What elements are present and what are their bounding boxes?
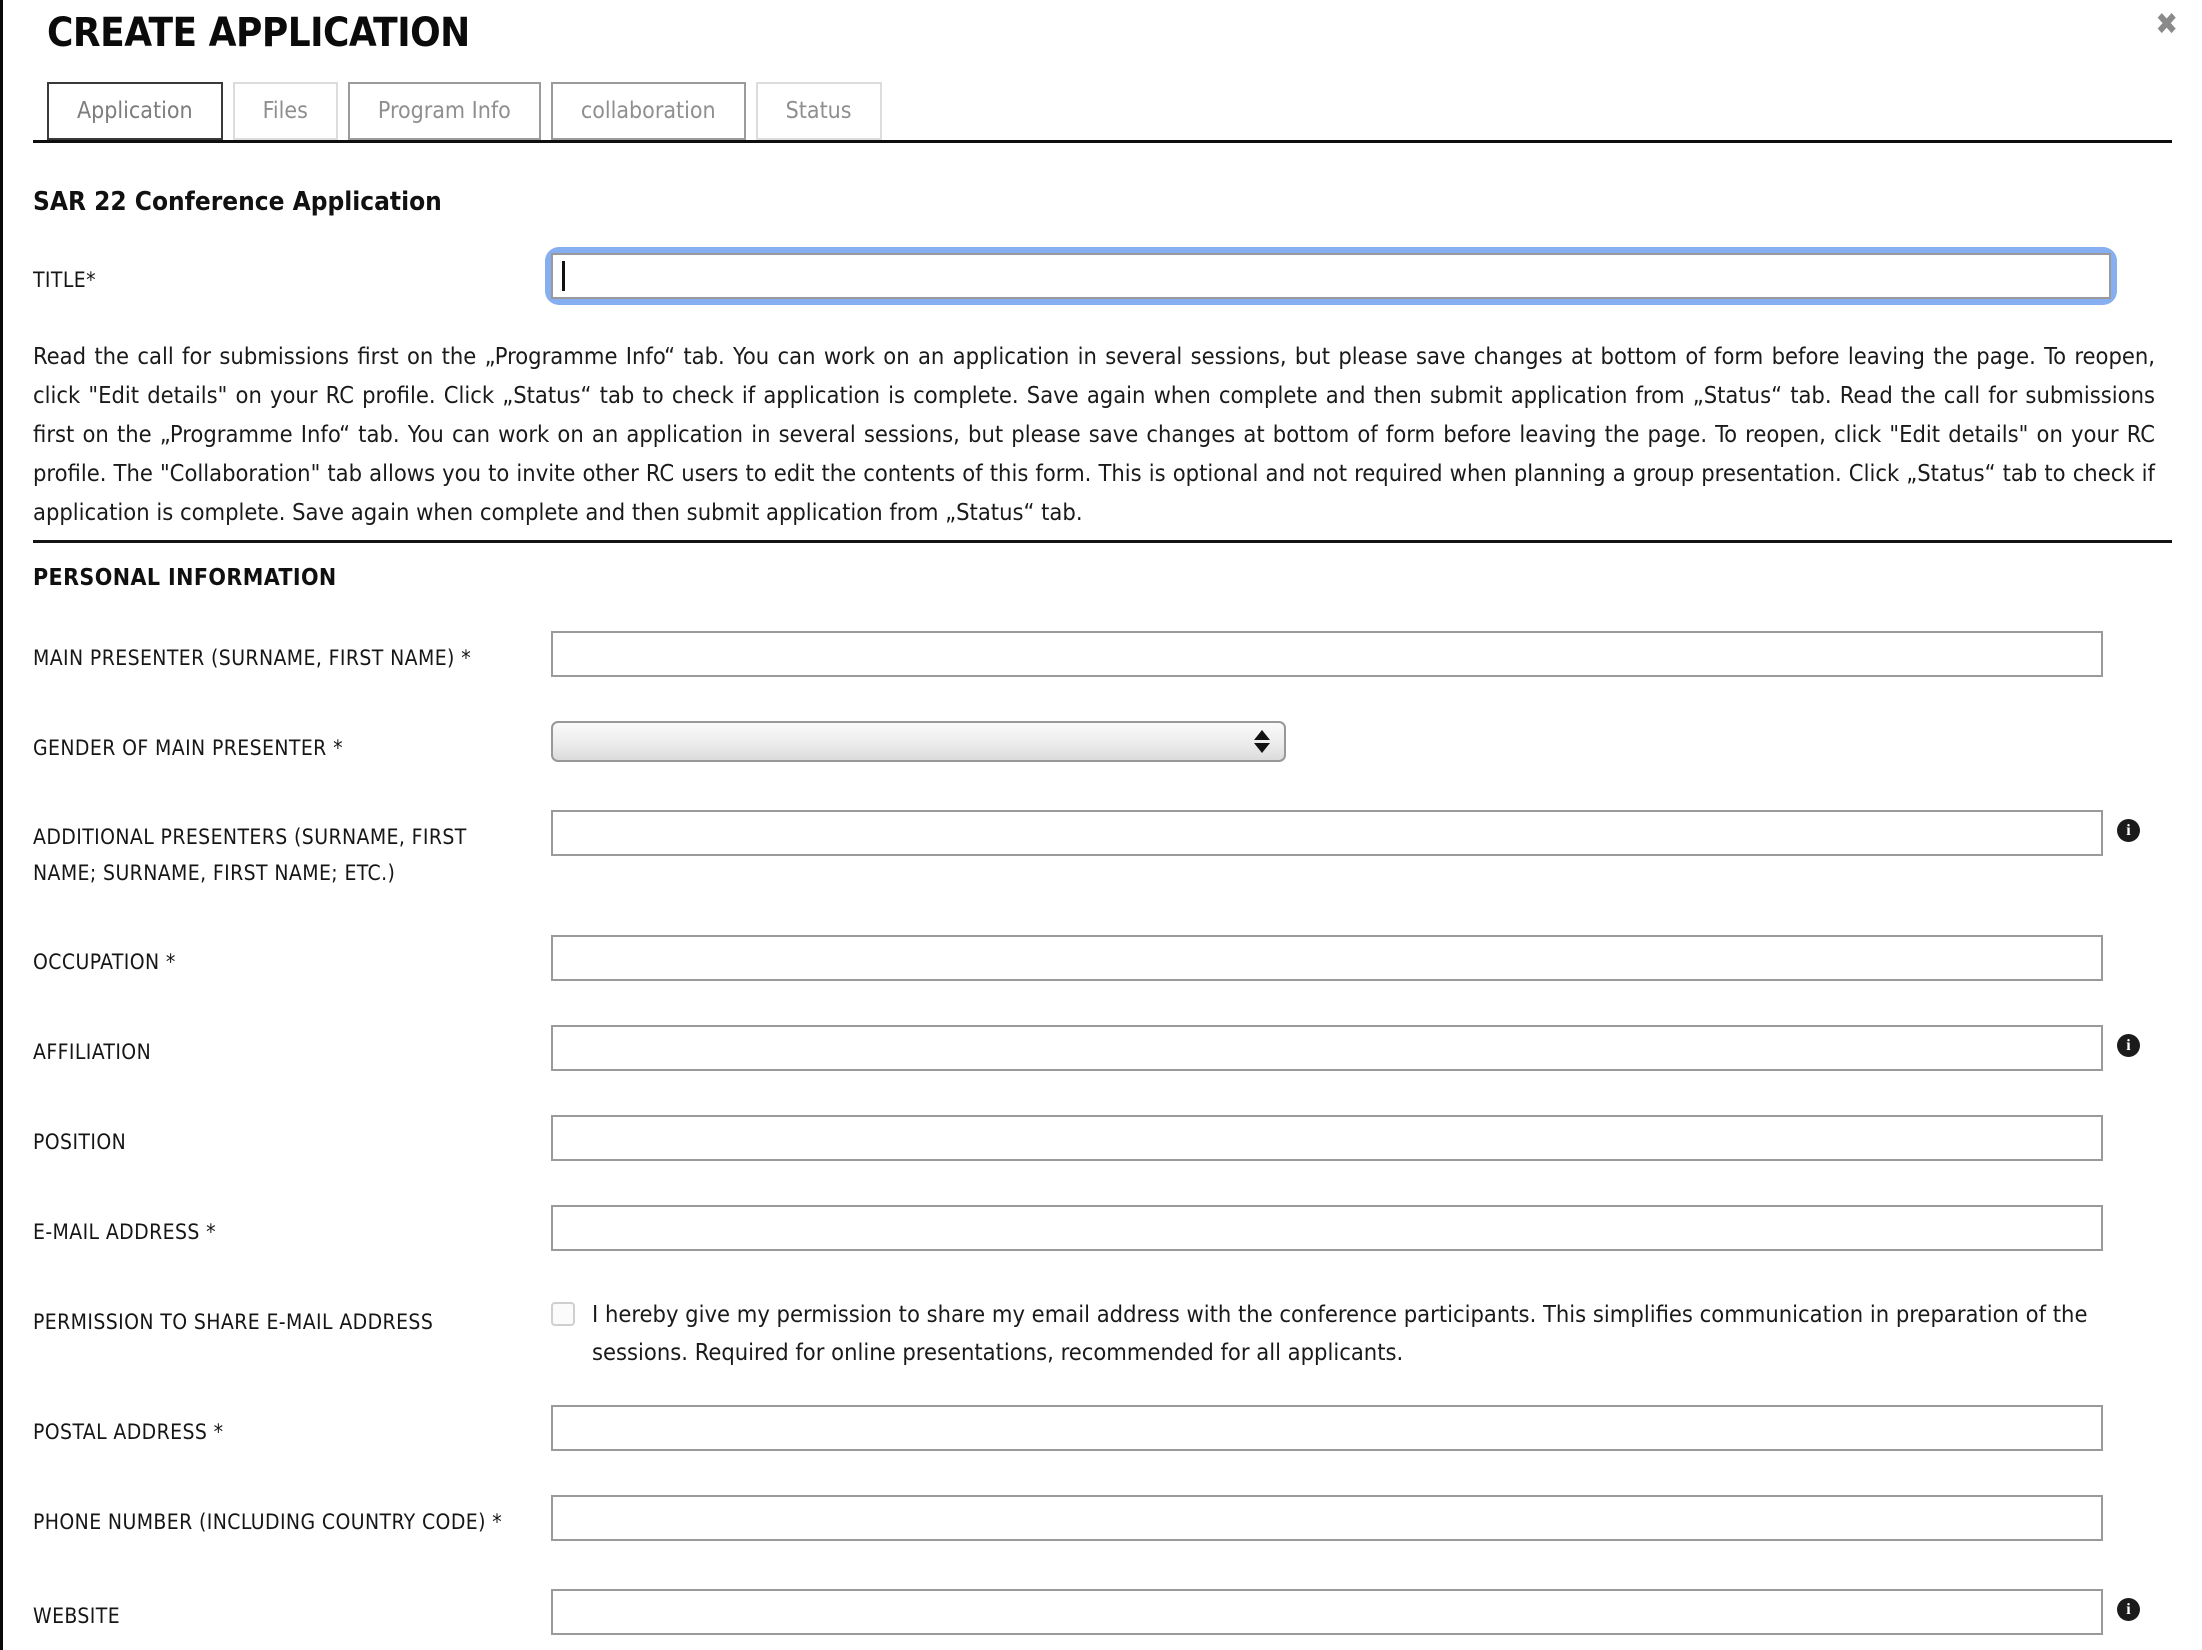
section-divider xyxy=(33,540,2172,543)
title-field-row xyxy=(33,253,2172,299)
title-label: TITLE* xyxy=(33,268,96,292)
postal-address-label: POSTAL ADDRESS * xyxy=(33,1420,224,1444)
field-row-position xyxy=(33,1115,2172,1161)
select-arrows-icon xyxy=(1254,730,1270,753)
info-icon[interactable]: i xyxy=(2117,819,2140,842)
affiliation-label: AFFILIATION xyxy=(33,1040,152,1064)
intro-text: Read the call for submissions first on the „Programme Info“ tab. You can work on an application in several sessions, but please save changes at bottom of form before leaving the page. To reopen, click "Edit details" on your RC profile. Click „Status“ tab to check if application is complete. Save again when complete and then submit application from „Status“ tab. Read the call for submissions first on the „Programme Info“ tab. You can work on an application in several sessions, but please save changes at bottom of form before leaving the page. To reopen, click "Edit details" on your RC profile. The "Collaboration" tab allows you to invite other RC users to edit the contents of this form. This is optional and not required when planning a group presentation. Click „Status“ tab to check if application is complete. Save again when complete and then submit application from „Status“ tab. xyxy=(33,342,2155,526)
field-row-permission xyxy=(33,1295,2172,1371)
dialog-header xyxy=(33,0,2178,56)
tab-bar xyxy=(33,82,2172,143)
website-label: WEBSITE xyxy=(33,1604,121,1628)
affiliation-input[interactable] xyxy=(551,1025,2103,1071)
page-title: CREATE APPLICATION xyxy=(47,10,470,56)
main-presenter-label: MAIN PRESENTER (SURNAME, FIRST NAME) * xyxy=(33,646,472,670)
close-icon[interactable]: ✖ xyxy=(2155,7,2178,42)
occupation-label: OCCUPATION * xyxy=(33,950,176,974)
field-row-phone xyxy=(33,1495,2172,1541)
phone-input[interactable] xyxy=(551,1495,2103,1541)
additional-presenters-label: ADDITIONAL PRESENTERS (SURNAME, FIRST NAME; SURNAME, FIRST NAME; ETC.) xyxy=(33,825,467,885)
permission-label: PERMISSION TO SHARE E-MAIL ADDRESS xyxy=(33,1310,434,1334)
field-row-postal-address xyxy=(33,1405,2172,1451)
title-input[interactable] xyxy=(551,253,2111,299)
field-row-affiliation xyxy=(33,1025,2172,1071)
website-input[interactable] xyxy=(551,1589,2103,1635)
permission-note: I hereby give my permission to share my email address with the conference participants. This simplifies communication in preparation of the sessions. Required for online presentations, recommended for all applicants. xyxy=(592,1300,2088,1366)
occupation-input[interactable] xyxy=(551,935,2103,981)
field-row-main-presenter xyxy=(33,631,2172,677)
email-label: E-MAIL ADDRESS * xyxy=(33,1220,216,1244)
field-row-occupation xyxy=(33,935,2172,981)
info-icon[interactable]: i xyxy=(2117,1598,2140,1621)
permission-checkbox[interactable] xyxy=(551,1302,575,1326)
gender-label: GENDER OF MAIN PRESENTER * xyxy=(33,736,343,760)
title-input-focus-ring xyxy=(551,253,2111,299)
info-icon[interactable]: i xyxy=(2117,1034,2140,1057)
position-label: POSITION xyxy=(33,1130,127,1154)
main-presenter-input[interactable] xyxy=(551,631,2103,677)
postal-address-input[interactable] xyxy=(551,1405,2103,1451)
field-row-gender xyxy=(33,721,2172,766)
tab-collaboration[interactable]: collaboration xyxy=(551,82,746,140)
tab-application[interactable]: Application xyxy=(47,82,223,140)
text-caret xyxy=(562,261,565,291)
position-input[interactable] xyxy=(551,1115,2103,1161)
tab-program-info[interactable]: Program Info xyxy=(348,82,541,140)
tab-status[interactable]: Status xyxy=(756,82,882,140)
additional-presenters-input[interactable] xyxy=(551,810,2103,856)
field-row-email xyxy=(33,1205,2172,1251)
field-row-website xyxy=(33,1589,2172,1635)
section-heading-personal-information: PERSONAL INFORMATION xyxy=(33,565,337,591)
field-row-additional-presenters xyxy=(33,810,2172,891)
gender-select[interactable] xyxy=(551,721,1286,762)
phone-label: PHONE NUMBER (INCLUDING COUNTRY CODE) * xyxy=(33,1510,503,1534)
email-input[interactable] xyxy=(551,1205,2103,1251)
tab-files[interactable]: Files xyxy=(233,82,338,140)
form-heading: SAR 22 Conference Application xyxy=(33,187,442,217)
